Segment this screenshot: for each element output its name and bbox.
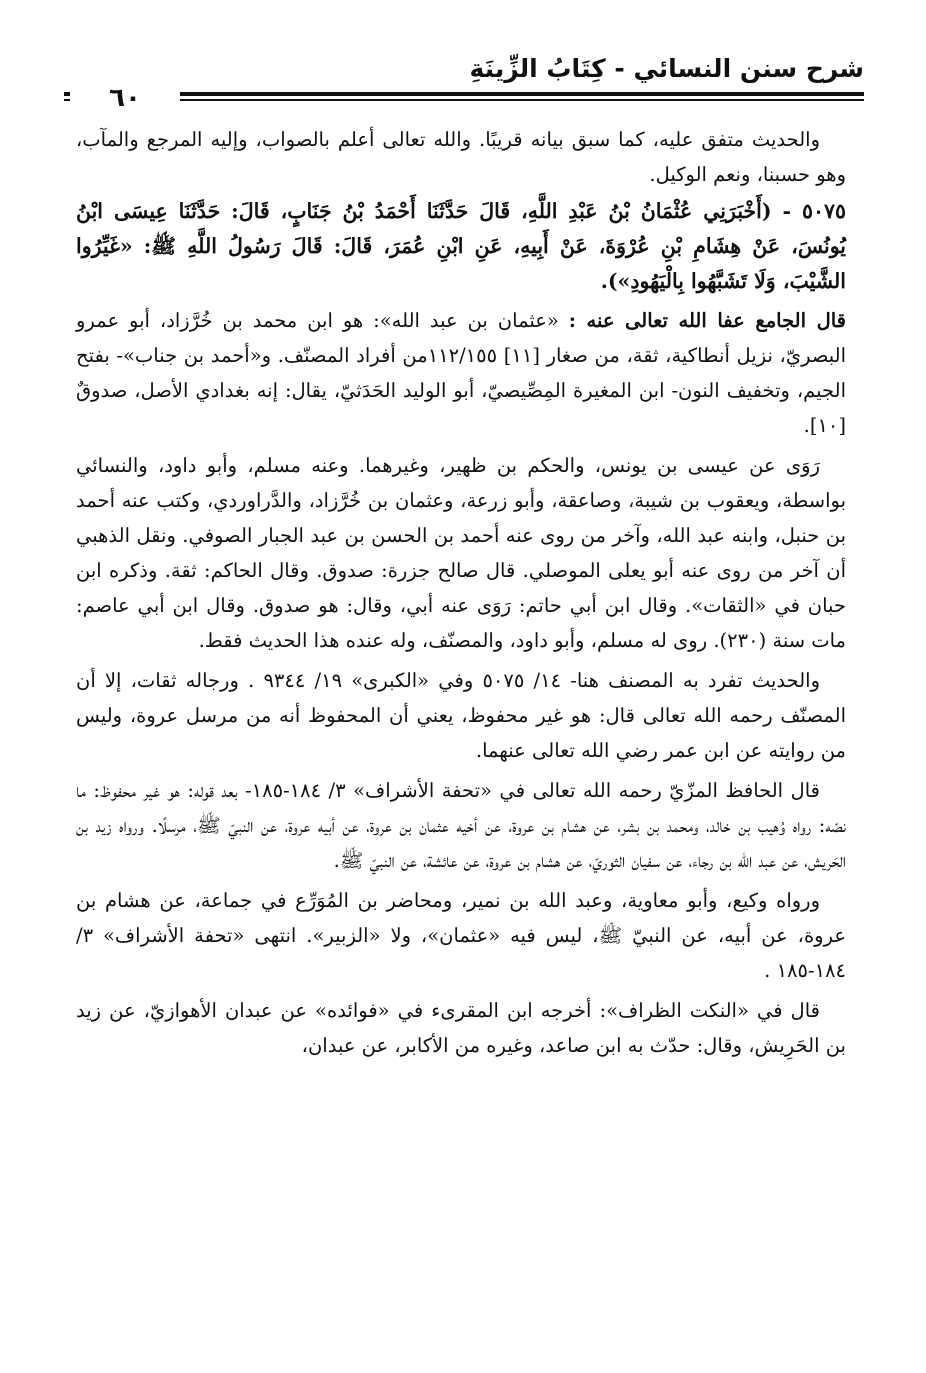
commentary-lead: قال الجامع عفا الله تعالى عنه : — [568, 309, 847, 332]
page-number: ٦٠ — [109, 83, 141, 113]
paragraph-waki-narration: ورواه وكيع، وأبو معاوية، وعبد الله بن نمير، ومحاضر بن المُوَرِّع في جماعة، عن هشام بن عروة، عن أبيه، عن النبيّ ﷺ، ليس فيه «عثمان»، ولا «الزبير». انتهى «تحفة الأشراف» ٣/ ١٨٤-١٨٥ . — [76, 889, 846, 982]
page-header — [64, 52, 864, 92]
header-rule-thin — [64, 99, 864, 101]
commentary-text: «عثمان بن عبد الله»: هو ابن محمد بن خُرَّزاد، أبو عمرو البصريّ، نزيل أنطاكية، ثقة، من صغار [١١] ١١٢/١٥٥من أفراد المصنّف. و«أحمد بن جناب»- بفتح الجيم، وتخفيف النون- ابن المغيرة المِصِّيصيّ، أبو الوليد الحَدَثيّ، يقال: إنه بغدادي الأصل، صدوقٌ [١٠]. — [76, 309, 846, 437]
paragraph-nukat-quote: قال في «النكت الظراف»: أخرجه ابن المقرىء في «فوائده» عن عبدان الأهوازيّ، عن زيد بن الحَرِيش، وقال: حدّث به ابن صاعد، وغيره من الأكابر، عن عبدان، — [76, 999, 846, 1057]
paragraph-closing-remark: والحديث متفق عليه، كما سبق بيانه قريبًا. والله تعالى أعلم بالصواب، وإليه المرجع والمآب، وهو حسبنا، ونعم الوكيل. — [76, 128, 846, 186]
body-text — [76, 122, 846, 1063]
paragraph-narrator-commentary — [76, 303, 846, 443]
paragraph-narrator-details: رَوَى عن عيسى بن يونس، والحكم بن ظهير، وغيرهما. وعنه مسلم، وأبو داود، والنسائي بواسطة، ويعقوب بن شيبة، وصاعقة، وأبو زرعة، وعثمان بن خُرَّزاد، والدَّراوردي، وكتب عنه أحمد بن حنبل، وابنه عبد الله، وآخر من روى عنه أحمد بن الحسن بن عبد الجبار الصوفي. ونقل الذهبي أن آخر من روى عنه أبو يعلى الموصلي. قال صالح جزرة: صدوق. وقال الحاكم: ثقة. وذكره ابن حبان في «الثقات». وقال ابن أبي حاتم: رَوَى عنه أبي، وقال: هو صدوق. وقال ابن أبي عاصم: مات سنة (٢٣٠). روى له مسلم، وأبو داود، والمصنّف، وله عنده هذا الحديث فقط. — [76, 454, 846, 652]
paragraph-mizzi-quote: قال الحافظ المزّيّ رحمه الله تعالى في «تحفة الأشراف» ٣/ ١٨٤-١٨٥- بعد قوله: هو غير محفوظ: ما نصّه: رواه وُهيب بن خالد، ومحمد بن بشر، عن هشام بن عروة، عن أخيه عثمان بن عروة، عن أبيه عروة، عن النبيّ ﷺ، مرسلًا. ورواه زيد بن الحَريش، عن عبد الله بن رجاء، عن سفيان الثوريّ، عن هشام بن عروة، عن عائشة، عن النبيّ ﷺ. — [76, 779, 846, 872]
header-rule-thick — [64, 92, 864, 96]
page-number-box — [70, 80, 180, 116]
paragraph-hadith-5075: ٥٠٧٥ - (أَخْبَرَنِي عُثْمَانُ بْنُ عَبْدِ اللَّهِ، قَالَ حَدَّثَنَا أَحْمَدُ بْنُ جَنَابٍ، قَالَ: حَدَّثَنَا عِيسَى ابْنُ يُونُسَ، عَنْ هِشَامِ بْنِ عُرْوَةَ، عَنْ أَبِيهِ، عَنِ ابْنِ عُمَرَ، قَالَ: قَالَ رَسُولُ اللَّهِ ﷺ: «غَيِّرُوا الشَّيْبَ، وَلَا تَشَبَّهُوا بِالْيَهُودِ»). — [76, 199, 846, 293]
running-title: شرح سنن النسائي - كِتَابُ الزِّينَةِ — [469, 54, 864, 83]
paragraph-hadith-status: والحديث تفرد به المصنف هنا- ١٤/ ٥٠٧٥ وفي «الكبرى» ١٩/ ٩٣٤٤ . ورجاله ثقات، إلا أن المصنّف رحمه الله تعالى قال: هو غير محفوظ، يعني أن المحفوظ أنه من مرسل عروة، وليس من روايته عن ابن عمر رضي الله تعالى عنهما. — [76, 669, 846, 762]
